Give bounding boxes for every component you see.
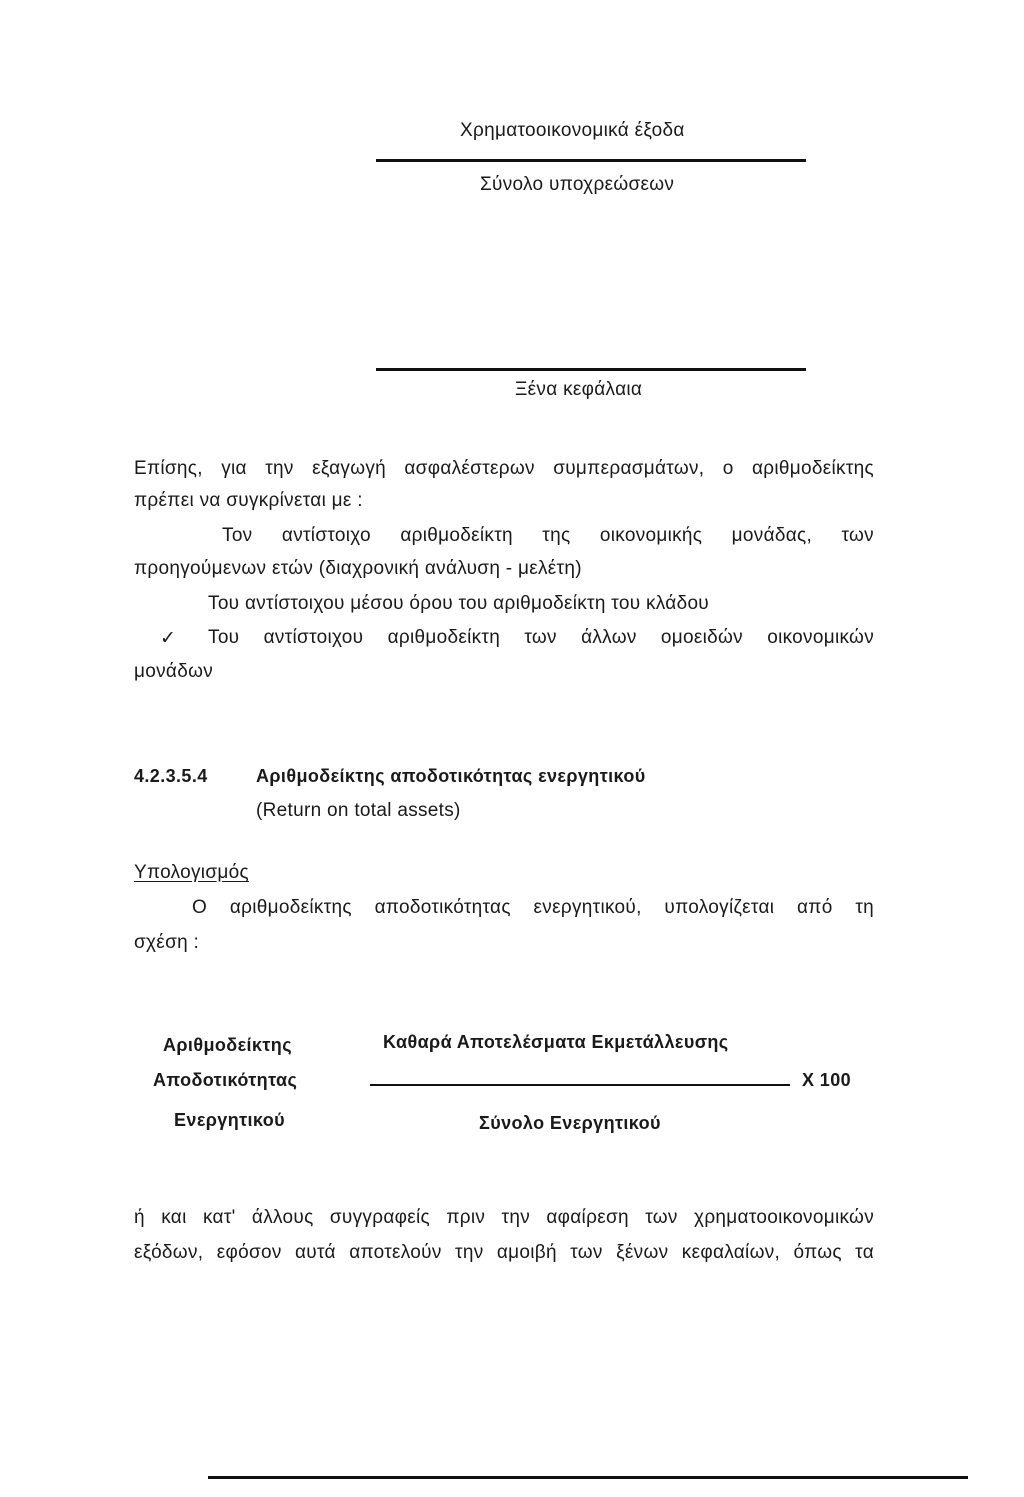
fragment-text-total-liabilities: Σύνολο υποχρεώσεων [480, 174, 675, 195]
closing-line-2: εξόδων, εφόσον αυτά αποτελούν την αμοιβή των ξένων κεφαλαίων, όπως τα [134, 1242, 874, 1263]
footer-rule [208, 1476, 968, 1479]
list-item-3-line-2: μονάδων [134, 661, 214, 682]
calculation-line-2: σχέση : [134, 932, 200, 953]
calculation-heading: Υπολογισμός [134, 862, 249, 883]
formula-label-line-3: Ενεργητικού [174, 1110, 286, 1130]
section-title: Αριθμοδείκτης αποδοτικότητας ενεργητικού [256, 766, 646, 786]
formula-numerator: Καθαρά Αποτελέσματα Εκμετάλλευσης [383, 1032, 729, 1052]
fragment-text-financial-expenses: Χρηματοοικονομικά έξοδα [460, 120, 685, 141]
list-item-1-line-2: προηγούμενων ετών (διαχρονική ανάλυση - μελέτη) [134, 558, 582, 579]
calculation-line-1: Ο αριθμοδείκτης αποδοτικότητας ενεργητικού, υπολογίζεται από τη [192, 897, 874, 918]
check-mark-icon: ✓ [160, 628, 177, 649]
section-subtitle: (Return on total assets) [256, 800, 461, 821]
closing-line-1: ή και κατ' άλλους συγγραφείς πριν την αφαίρεση των χρηματοοικονομικών [134, 1207, 874, 1228]
section-number: 4.2.3.5.4 [134, 766, 208, 786]
formula-label-line-2: Αποδοτικότητας [153, 1070, 298, 1090]
list-item-1-line-1: Τον αντίστοιχο αριθμοδείκτη της οικονομικής μονάδας, των [222, 525, 874, 546]
fraction-rule-middle [376, 368, 806, 371]
formula-fraction-rule [370, 1084, 790, 1086]
formula-denominator: Σύνολο Ενεργητικού [479, 1113, 661, 1133]
fragment-text-foreign-capital: Ξένα κεφάλαια [515, 379, 643, 400]
list-item-3-line-1: Του αντίστοιχου αριθμοδείκτη των άλλων ομοειδών οικονομικών [208, 627, 874, 648]
formula-multiplier: X 100 [802, 1070, 852, 1090]
intro-line-1: Επίσης, για την εξαγωγή ασφαλέστερων συμπερασμάτων, ο αριθμοδείκτης [134, 458, 874, 479]
list-item-2: Του αντίστοιχου μέσου όρου του αριθμοδείκτη του κλάδου [208, 593, 709, 614]
intro-line-2: πρέπει να συγκρίνεται με : [134, 490, 363, 511]
formula-label-line-1: Αριθμοδείκτης [163, 1035, 292, 1055]
fraction-rule-top [376, 159, 806, 162]
